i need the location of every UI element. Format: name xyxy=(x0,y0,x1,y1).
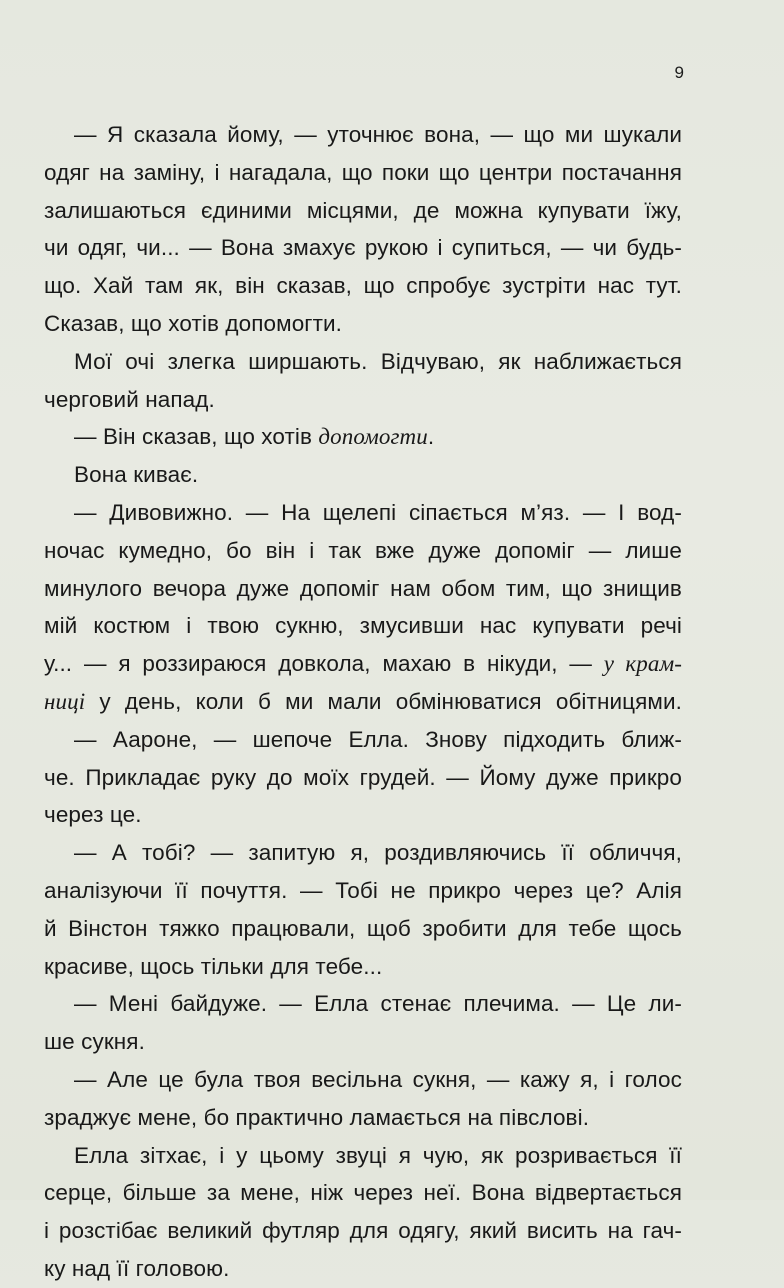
text-line-content: — Я сказала йому, — уточнює вона, — що ми шукали xyxy=(74,122,682,147)
text-line xyxy=(44,1174,682,1212)
text-line xyxy=(44,834,682,872)
text-line-content: — Аароне, — шепоче Елла. Знову підходить ближ- xyxy=(74,726,682,752)
text-line-content: Елла зітхає, і у цьому звуці я чую, як розривається її xyxy=(74,1142,682,1168)
text-line-content: Мої очі злегка ширшають. Відчуваю, як наближається xyxy=(74,348,682,374)
text-line-content: залишаються єдиними місцями, де можна купувати їжу, xyxy=(44,197,682,223)
text-line-content: мій костюм і твою сукню, змусивши нас купувати речі xyxy=(44,613,682,639)
text-line xyxy=(44,229,682,267)
text-line xyxy=(44,796,682,834)
text-line xyxy=(44,267,682,305)
text-line-content: ше сукня. xyxy=(44,1029,145,1055)
text-line-content: одяг на заміну, і нагадала, що поки що центри постачання xyxy=(44,159,682,185)
text-line xyxy=(44,985,682,1023)
text-line xyxy=(44,570,682,608)
text-line-content: — Мені байдуже. — Елла стенає плечима. — Це ли- xyxy=(74,991,682,1017)
text-line-content: минулого вечора дуже допоміг нам обом тим, що знищив xyxy=(44,575,682,601)
text-line-content: через це. xyxy=(44,802,142,828)
body-text xyxy=(44,116,682,1288)
text-line-content: й Вінстон тяжко працювали, щоб зробити для тебе щось xyxy=(44,915,682,941)
text-line-content: аналізуючи її почуття. — Тобі не прикро через це? Алія xyxy=(44,877,682,903)
text-line-content: що. Хай там як, він сказав, що спробує зустріти нас тут. xyxy=(44,273,682,299)
text-line xyxy=(44,494,682,532)
text-line xyxy=(44,607,682,645)
text-line-content: ку над її головою. xyxy=(44,1255,230,1281)
text-line-content: — А тобі? — запитую я, роздивляючись її обличчя, xyxy=(74,840,682,866)
text-line-content: чи одяг, чи... — Вона змахує рукою і супиться, — чи будь- xyxy=(44,235,682,261)
text-line xyxy=(44,1212,682,1250)
page-number: 9 xyxy=(674,63,684,82)
emphasized-text: у крам- xyxy=(603,651,682,677)
text-line-content: — Але це була твоя весільна сукня, — кажу я, і голос xyxy=(74,1066,682,1092)
text-line xyxy=(44,948,682,986)
text-line-content: зраджує мене, бо практично ламається на півслові. xyxy=(44,1104,590,1130)
text-line xyxy=(44,910,682,948)
text-line xyxy=(44,872,682,910)
text-line-content: красиве, щось тільки для тебе... xyxy=(44,953,383,979)
text-line-content: ночас кумедно, бо він і так вже дуже допоміг — лише xyxy=(44,537,682,563)
text-line xyxy=(44,418,682,456)
text-line xyxy=(44,683,682,721)
text-line xyxy=(44,721,682,759)
text-line-tail: у день, коли б ми мали обмінюватися обітницями. xyxy=(85,688,682,714)
text-line xyxy=(44,343,682,381)
emphasized-text: допомогти xyxy=(318,424,428,450)
text-line-content: че. Прикладає руку до моїх грудей. — Йому дуже прикро xyxy=(44,764,682,790)
text-line xyxy=(44,1023,682,1061)
text-line-content: — Він сказав, що хотів xyxy=(74,424,319,450)
text-line-content: Вона киває. xyxy=(74,462,199,488)
text-line-content: у... — я роззираюся довкола, махаю в нікуди, — xyxy=(44,651,604,677)
text-line xyxy=(44,456,682,494)
text-line xyxy=(44,116,682,154)
text-line-content: Сказав, що хотів допомогти. xyxy=(44,310,343,336)
text-line xyxy=(44,532,682,570)
text-line xyxy=(44,305,682,343)
emphasized-text: ниці xyxy=(44,688,86,714)
text-line-content: серце, більше за мене, ніж через неї. Вона відвертається xyxy=(44,1180,682,1206)
text-line xyxy=(44,1061,682,1099)
text-line xyxy=(44,759,682,797)
text-line xyxy=(44,1099,682,1137)
text-line-content: і розстібає великий футляр для одягу, який висить на гач- xyxy=(44,1218,682,1244)
text-line-tail: . xyxy=(427,424,435,450)
text-line xyxy=(44,381,682,419)
text-line xyxy=(44,645,682,683)
text-line-content: черговий напад. xyxy=(44,386,215,412)
text-line xyxy=(44,192,682,230)
text-line xyxy=(44,154,682,192)
text-line-content: — Дивовижно. — На щелепі сіпається м’яз. — І вод- xyxy=(74,499,682,525)
text-line xyxy=(44,1250,682,1288)
text-line xyxy=(44,1137,682,1175)
